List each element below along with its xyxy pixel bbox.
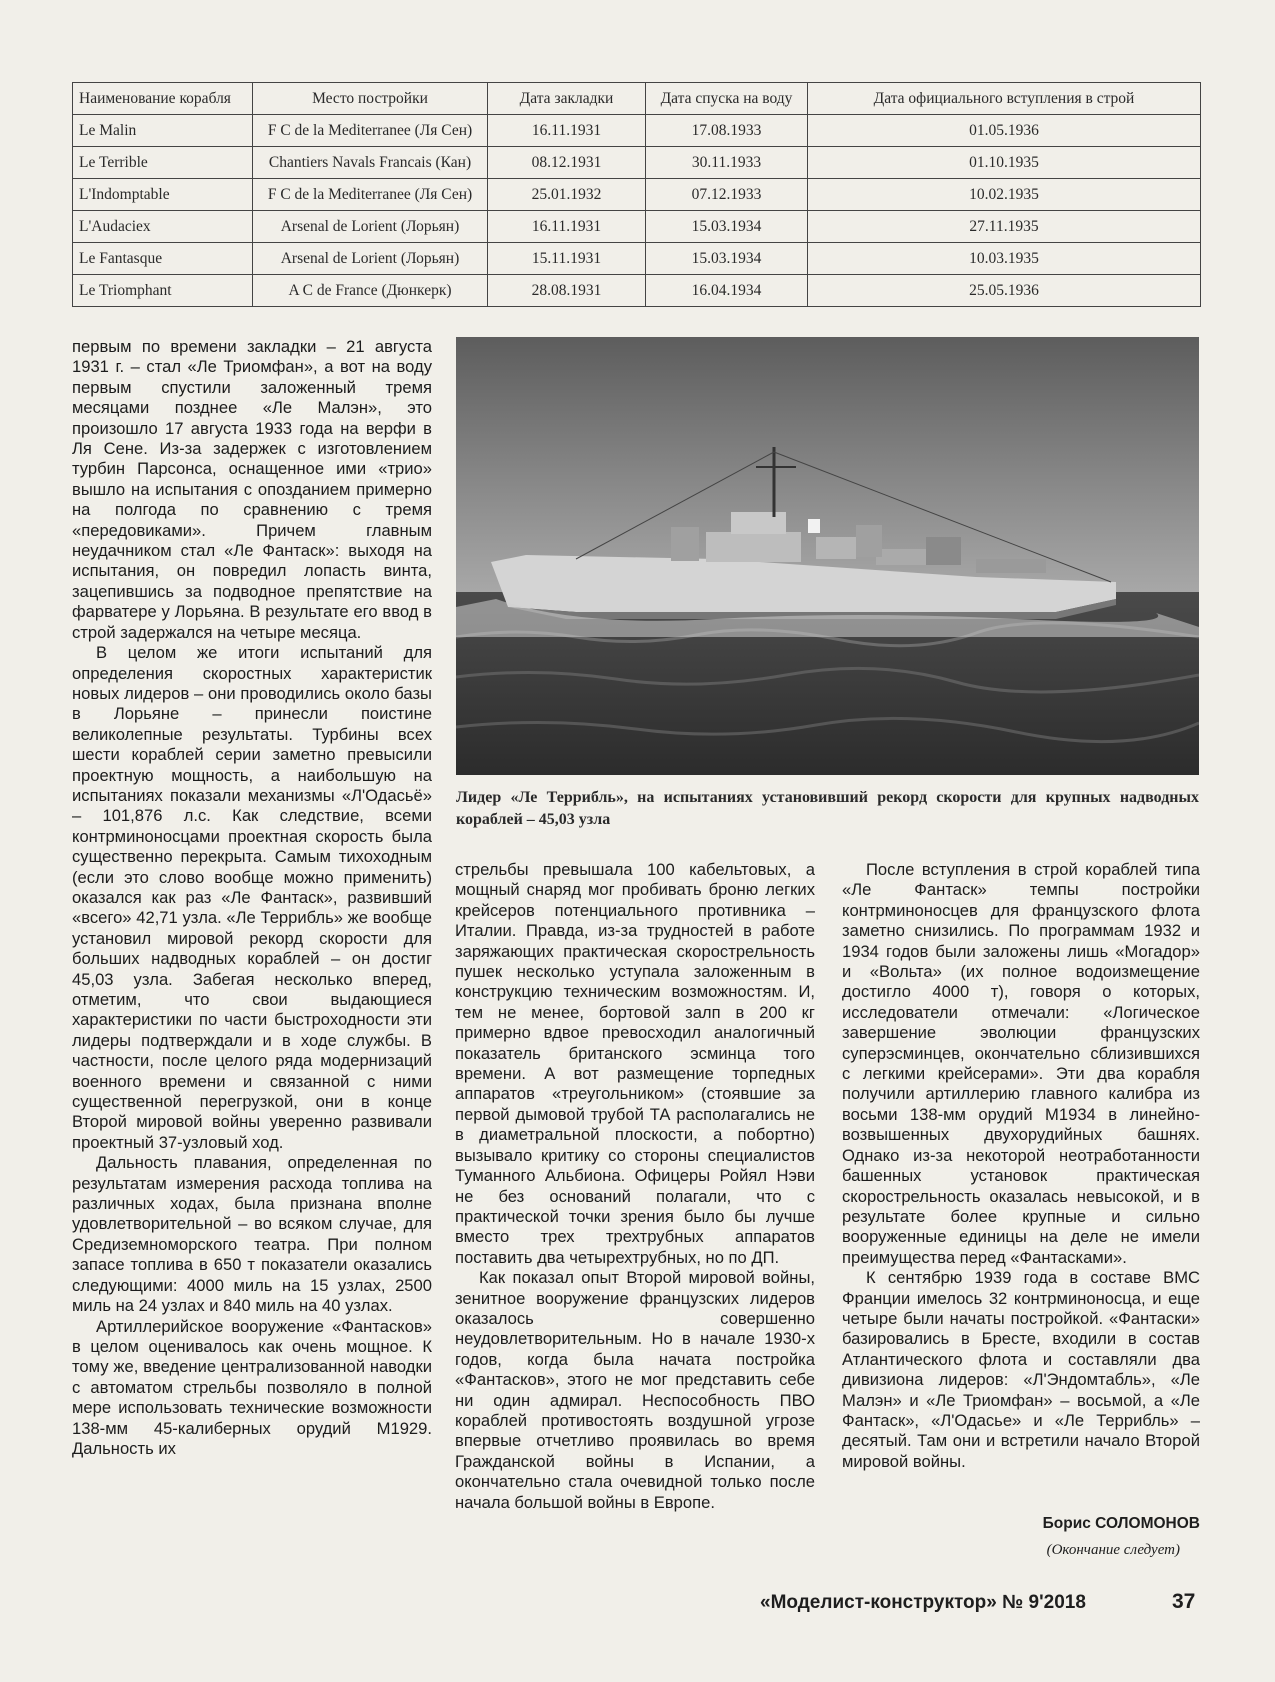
paragraph: первым по времени закладки – 21 августа 1931 г. – стал «Ле Триомфан», а вот на воду первым спустили заложенный тремя месяцами позднее «Ле Малэн», это произошло 17 августа 1933 года на верфи в Ля Сене. Из-за задержек с изготовлением турбин Парсонса, оснащенное ими «трио» вышло на испытания с опозданием примерно на полгода по сравнению с тремя «передовиками». Причем главным неудачником стал «Ле Фантаск»: выходя на испытания, он повредил лопасть винта, зацепившись за подводное препятствие на фарватере у Лорьяна. В результате его ввод в строй задержался на четыре месяца. — [72, 337, 432, 642]
to-be-continued-note: (Окончание следует) — [1046, 1542, 1180, 1558]
table-row — [73, 243, 1201, 275]
laid-down-cell: 16.11.1931 — [488, 115, 646, 147]
launched-cell: 17.08.1933 — [646, 115, 808, 147]
table-row — [73, 275, 1201, 307]
header-laid-down: Дата закладки — [488, 83, 646, 115]
paragraph: В целом же итоги испытаний для определения скоростных характеристик новых лидеров – они проводились около базы в Лорьяне – принесли поистине великолепные результаты. Турбины всех шести кораблей серии заметно превысили проектную мощность, а наибольшую на испытаниях показали механизмы «Л'Одасьё» – 101,876 л.с. Как следствие, всеми контрминоносцами проектная скорость была существенно перекрыта. Самым тихоходным (если это слово вообще можно применить) оказался как раз «Ле Фантаск», развивший «всего» 42,71 узла. «Ле Террибль» же вообще установил мировой рекорд скорости для больших надводных кораблей – он достиг 45,03 узла. Забегая несколько вперед, отметим, что свои выдающиеся характеристики по части быстроходности эти лидеры подтверждали и в ходе службы. В частности, после целого ряда модернизаций военного времени и связанной с ними существенной перегрузкой, они в конце Второй мировой войны уверенно развивали проектный 37-узловый ход. — [72, 643, 432, 1152]
shipyard-cell: Chantiers Navals Francais (Кан) — [253, 147, 488, 179]
table-header-row — [73, 83, 1201, 115]
table-row — [73, 147, 1201, 179]
ship-name-cell: Le Triomphant — [73, 275, 253, 307]
author-name: Борис СОЛОМОНОВ — [1042, 1515, 1200, 1532]
paragraph: Дальность плавания, определенная по результатам измерения расхода топлива на различных ходах, была признана вполне удовлетворительной – во всяком случае, для Средиземноморского театра. При полном запасе топлива в 650 т показатели оказались следующими: 4000 миль на 15 узлах, 2500 миль на 24 узлах и 840 миль на 40 узлах. — [72, 1153, 432, 1316]
header-commissioned: Дата официального вступления в строй — [808, 83, 1201, 115]
paragraph: стрельбы превышала 100 кабельтовых, а мощный снаряд мог пробивать броню легких крейсеров потенциального противника – Италии. Правда, из-за трудностей в работе заряжающих практическая скорострельность пушек несколько уступала заложенным в конструкцию техническим возможностям. И, тем не менее, бортовой залп в 200 кг примерно вдвое превосходил аналогичный показатель британского эсминца того времени. А вот размещение торпедных аппаратов «треугольником» (стоявшие за первой дымовой трубой ТА располагались не в диаметральной плоскости, а побортно) вызывало критику со стороны специалистов Туманного Альбиона. Офицеры Ройял Нэви не без оснований полагали, что с практической точки зрения было бы лучше вместо трех трехтрубных аппаратов поставить два четырехтрубных, но по ДП. — [455, 860, 815, 1267]
ships-table — [72, 82, 1201, 307]
destroyer-photo — [456, 337, 1199, 775]
shipyard-cell: Arsenal de Lorient (Лорьян) — [253, 243, 488, 275]
article-column-1 — [72, 337, 432, 1459]
footer-magazine-title: «Моделист-конструктор» № 9'2018 — [760, 1592, 1086, 1613]
shipyard-cell: F C de la Mediterranee (Ля Сен) — [253, 115, 488, 147]
paragraph: После вступления в строй кораблей типа «Ле Фантаск» темпы постройки контрминоносцев для французского флота заметно снизились. По программам 1932 и 1934 годов были заложены лишь «Могадор» и «Вольта» (их полное водоизмещение достигло 4000 т), говоря о которых, исследователи отмечали: «Логическое завершение эволюции французских суперэсминцев, окончательно сблизившихся с легкими крейсерами». Эти два корабля получили артиллерию главного калибра из восьми 138-мм орудий M1934 в линейно-возвышенных двухорудийных башнях. Однако из-за некоторой неотработанности башенных установок практическая скорострельность оказалась невысокой, и в результате более крупные и сильно вооруженные единицы на деле не имели преимущества перед «Фантасками». — [842, 860, 1200, 1267]
paragraph: Артиллерийское вооружение «Фантасков» в целом оценивалось как очень мощное. К тому же, введение централизованной наводки с автоматом стрельбы позволяло в полной мере использовать технические возможности 138-мм 45-калиберных орудий M1929. Дальность их — [72, 1316, 432, 1458]
shipyard-cell: Arsenal de Lorient (Лорьян) — [253, 211, 488, 243]
header-ship-name: Наименование корабля — [73, 83, 253, 115]
laid-down-cell: 16.11.1931 — [488, 211, 646, 243]
header-launched: Дата спуска на воду — [646, 83, 808, 115]
launched-cell: 15.03.1934 — [646, 243, 808, 275]
ship-name-cell: Le Fantasque — [73, 243, 253, 275]
commissioned-cell: 01.05.1936 — [808, 115, 1201, 147]
paragraph: Как показал опыт Второй мировой войны, зенитное вооружение французских лидеров оказалось совершенно неудовлетворительным. Но в начале 1930-х годов, когда была начата постройка «Фантасков», этого не мог представить себе ни один адмирал. Неспособность ПВО кораблей противостоять воздушной угрозе впервые отчетливо проявилась во время Гражданской войны в Испании, а окончательно стала очевидной только после начала большой войны в Европе. — [455, 1268, 815, 1512]
commissioned-cell: 27.11.1935 — [808, 211, 1201, 243]
commissioned-cell: 25.05.1936 — [808, 275, 1201, 307]
shipyard-cell: A C de France (Дюнкерк) — [253, 275, 488, 307]
header-shipyard: Место постройки — [253, 83, 488, 115]
ship-name-cell: L'Audaciex — [73, 211, 253, 243]
launched-cell: 30.11.1933 — [646, 147, 808, 179]
table-row — [73, 115, 1201, 147]
article-column-2 — [455, 860, 815, 1513]
launched-cell: 15.03.1934 — [646, 211, 808, 243]
photo-caption: Лидер «Ле Террибль», на испытаниях установивший рекорд скорости для крупных надводных кораблей – 45,03 узла — [456, 789, 1199, 828]
commissioned-cell: 10.03.1935 — [808, 243, 1201, 275]
ship-name-cell: Le Terrible — [73, 147, 253, 179]
article-column-3 — [842, 860, 1200, 1472]
laid-down-cell: 25.01.1932 — [488, 179, 646, 211]
commissioned-cell: 10.02.1935 — [808, 179, 1201, 211]
shipyard-cell: F C de la Mediterranee (Ля Сен) — [253, 179, 488, 211]
launched-cell: 16.04.1934 — [646, 275, 808, 307]
ship-name-cell: Le Malin — [73, 115, 253, 147]
commissioned-cell: 01.10.1935 — [808, 147, 1201, 179]
ship-name-cell: L'Indomptable — [73, 179, 253, 211]
table-row — [73, 179, 1201, 211]
paragraph: К сентябрю 1939 года в составе ВМС Франции имелось 32 контрминоносца, и еще четыре были начаты постройкой. «Фантаски» базировались в Бресте, входили в состав Атлантического флота и составляли два дивизиона лидеров: «Л'Эндомтабль», «Ле Малэн» и «Ле Триомфан» – восьмой, а «Ле Фантаск», «Л'Одасье» и «Ле Террибль» – десятый. Там они и встретили начало Второй мировой войны. — [842, 1268, 1200, 1471]
ship-at-sea-image — [456, 337, 1199, 775]
launched-cell: 07.12.1933 — [646, 179, 808, 211]
laid-down-cell: 08.12.1931 — [488, 147, 646, 179]
laid-down-cell: 28.08.1931 — [488, 275, 646, 307]
page-number: 37 — [1172, 1590, 1196, 1613]
table-row — [73, 211, 1201, 243]
laid-down-cell: 15.11.1931 — [488, 243, 646, 275]
